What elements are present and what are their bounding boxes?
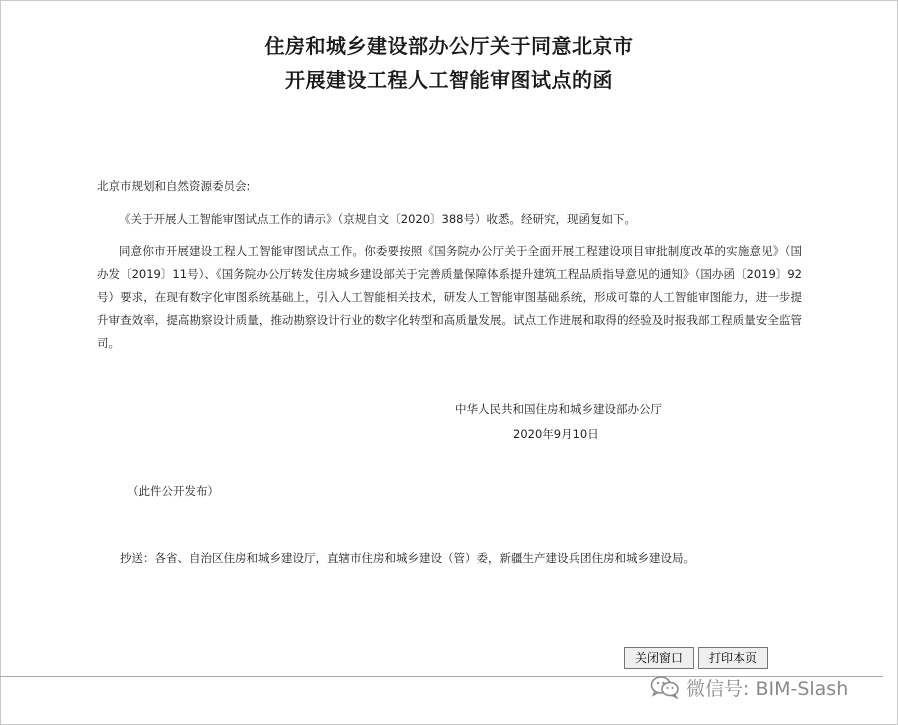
issue-date: 2020年9月10日 [513, 427, 599, 441]
cc-list: 抄送：各省、自治区住房和城乡建设厅，直辖市住房和城乡建设（管）委，新疆生产建设兵团住房和城乡建设局。 [120, 551, 695, 565]
close-window-button[interactable]: 关闭窗口 [624, 647, 694, 669]
wechat-icon [650, 675, 680, 699]
watermark [650, 672, 848, 702]
public-release-note: （此件公开发布） [127, 484, 219, 498]
document-title-line1: 住房和城乡建设部办公厅关于同意北京市 [264, 34, 634, 58]
document-title-line2: 开展建设工程人工智能审图试点的函 [285, 68, 613, 92]
paragraph-2: 同意你市开展建设工程人工智能审图试点工作。你委要按照《国务院办公厅关于全面开展工程建设项目审批制度改革的实施意见》（国办发〔2019〕11号）、《国务院办公厅转发住房城乡建设部关于完善质量保障体系提升建筑工程品质指导意见的通知》（国办函〔2019〕92号）要求，在现有数字化审图系统基础上，引入人工智能相关技术，研发人工智能审图基础系统，形成可靠的人工智能审图能力，进一步提升审查效率，提高勘察设计质量，推动勘察设计行业的数字化转型和高质量发展。试点工作进展和取得的经验及时报我部工程质量安全监管司。 [97, 244, 802, 350]
paragraph-1: 《关于开展人工智能审图试点工作的请示》（京规自文〔2020〕388号）收悉。经研究，现函复如下。 [119, 212, 636, 226]
issuer-name: 中华人民共和国住房和城乡建设部办公厅 [455, 402, 662, 416]
print-page-button[interactable]: 打印本页 [698, 647, 768, 669]
watermark-text: 微信号: BIM-Slash [686, 677, 849, 700]
salutation: 北京市规划和自然资源委员会: [97, 179, 251, 193]
